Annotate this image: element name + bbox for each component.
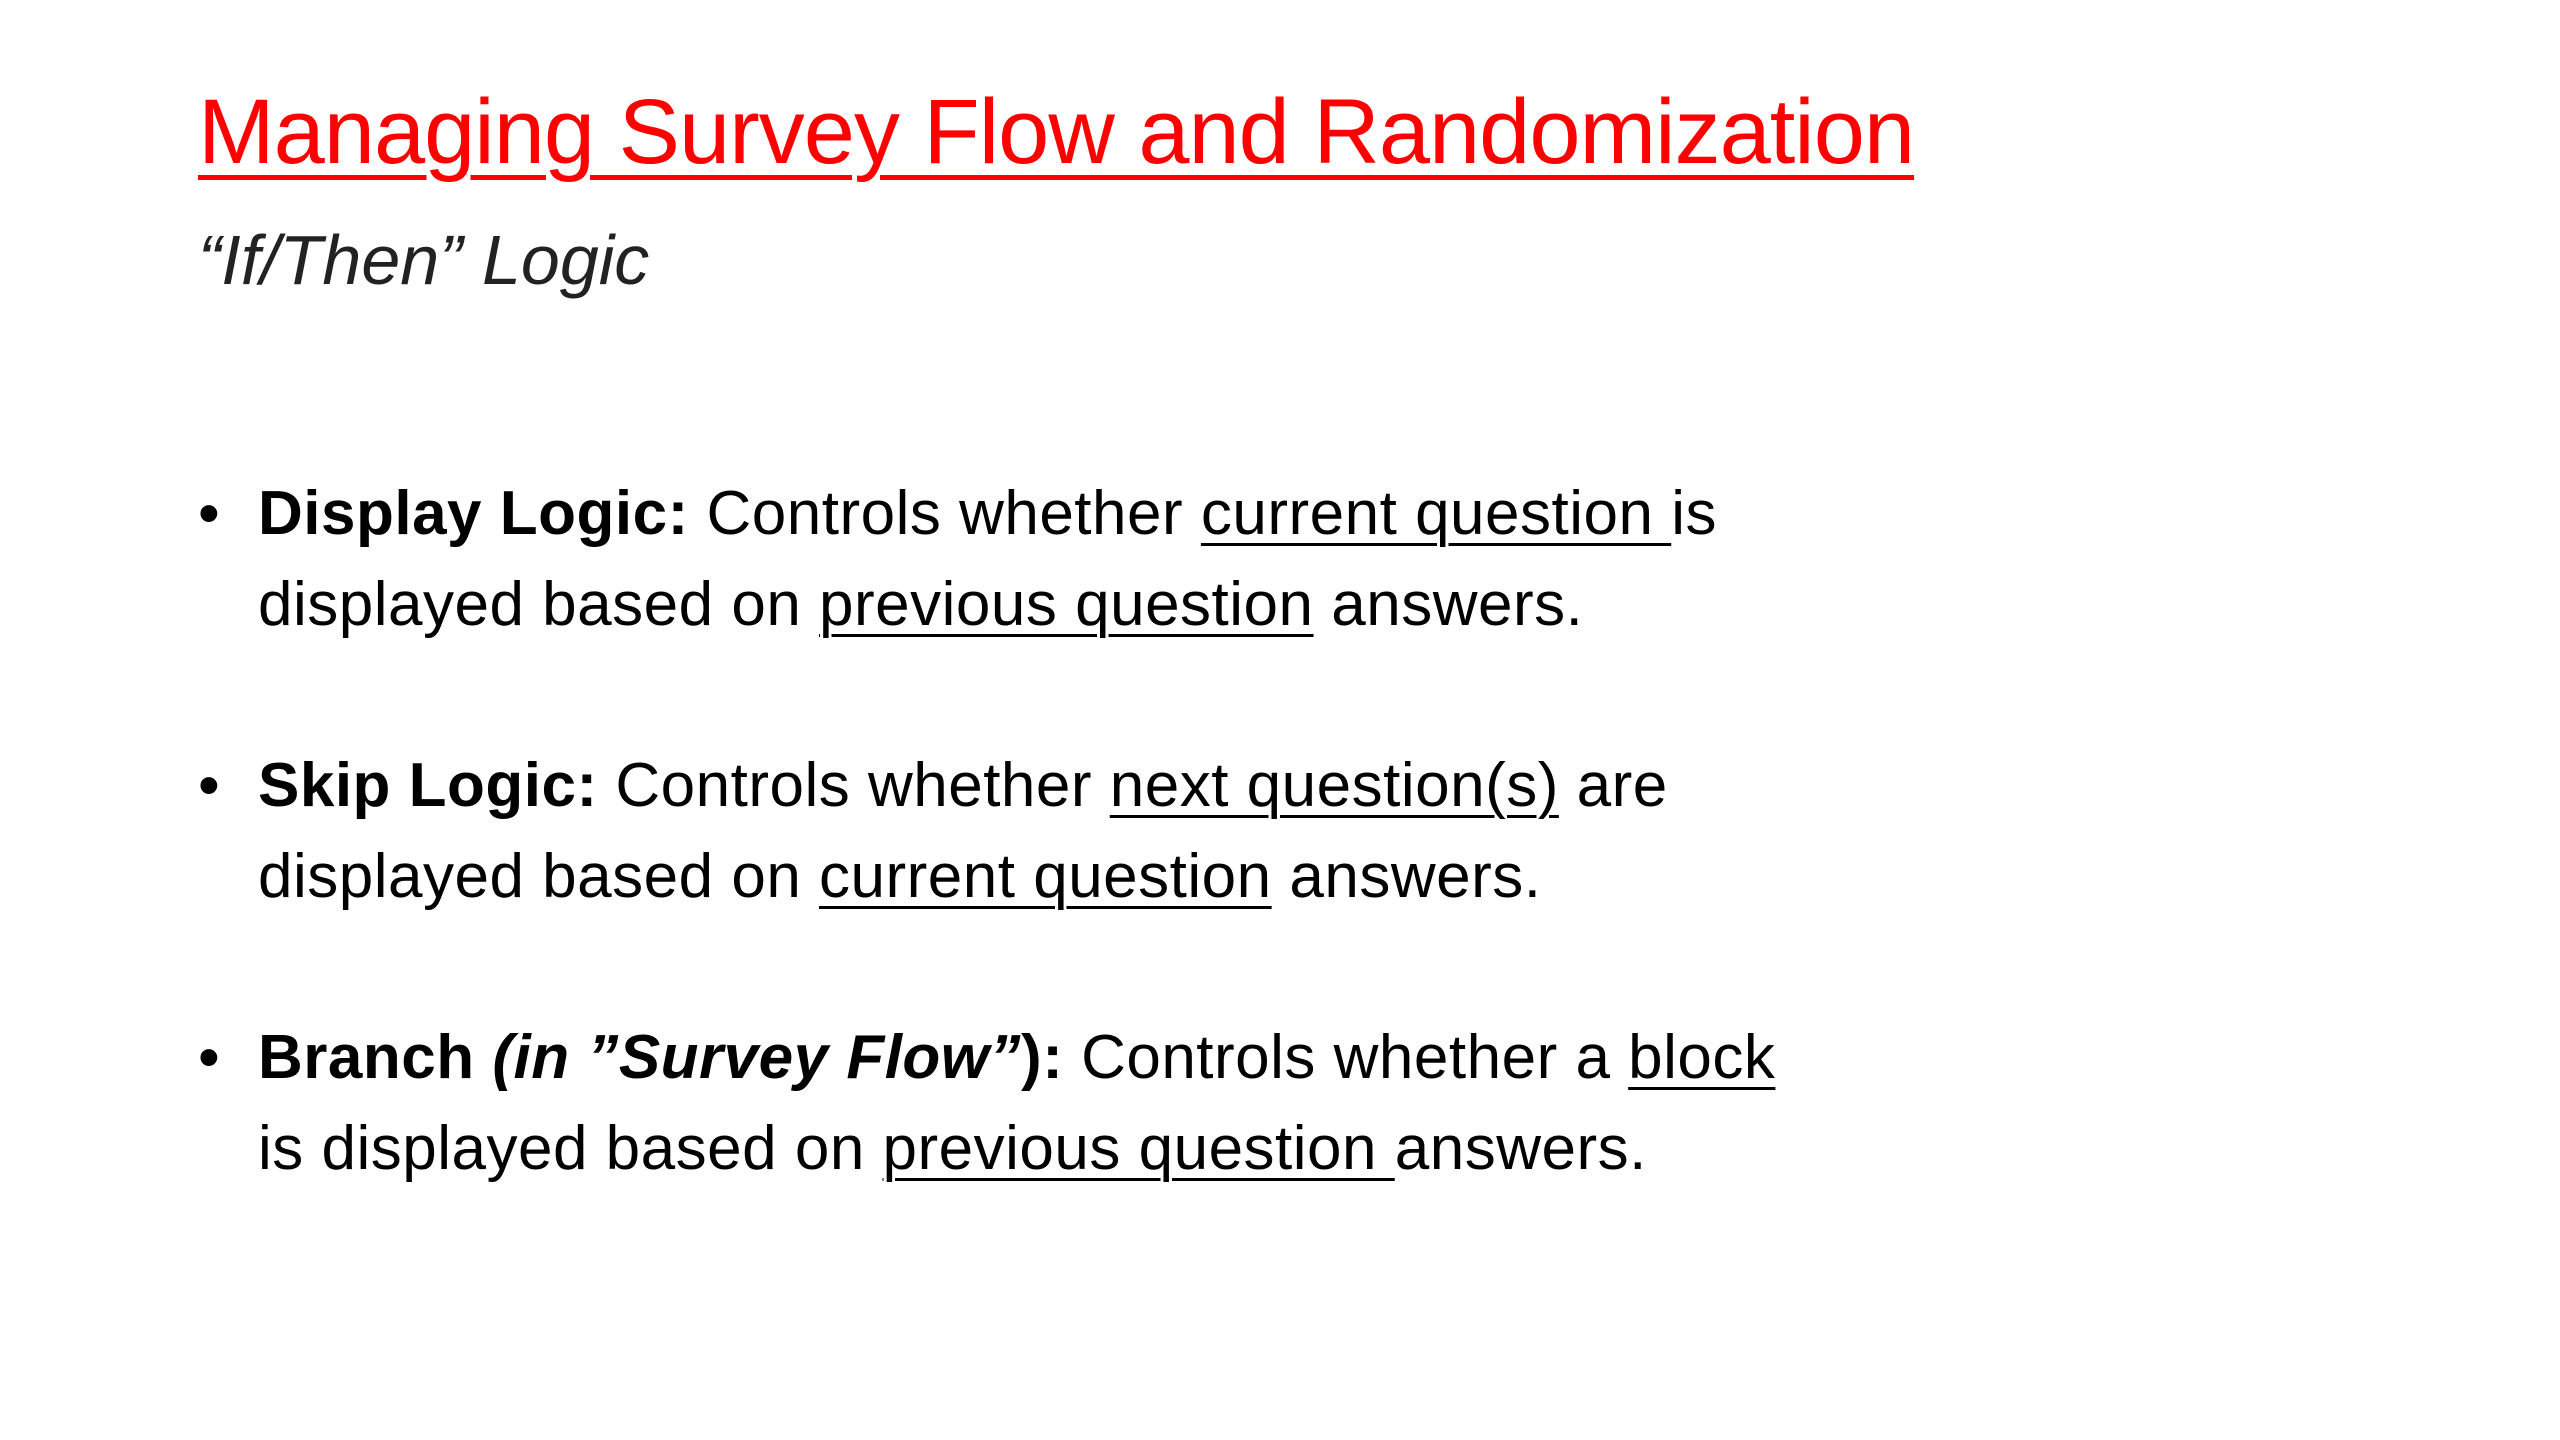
bullet-text: answers. — [1313, 570, 1584, 639]
bullet-term: Branch — [258, 1023, 493, 1092]
bullet-dot-icon: • — [198, 751, 221, 820]
bullet-skip-logic — [198, 740, 1948, 922]
underlined-term: previous question — [819, 570, 1314, 639]
bullet-term-italic: (in ”Survey Flow” — [492, 1023, 1022, 1092]
bullet-dot-icon: • — [198, 479, 221, 548]
bullet-text: answers. — [1394, 1114, 1647, 1183]
bullet-branch — [198, 1012, 1948, 1194]
bullet-text: are — [1558, 751, 1668, 820]
bullet-text: is — [1671, 479, 1717, 548]
bullet-text: Controls whether a — [1063, 1023, 1629, 1092]
underlined-term: previous question — [882, 1114, 1395, 1183]
bullet-text: Controls whether — [597, 751, 1110, 820]
bullet-list — [198, 468, 1948, 1284]
bullet-text: displayed based on — [258, 570, 820, 639]
bullet-display-logic — [198, 468, 1948, 650]
bullet-text: displayed based on — [258, 842, 820, 911]
underlined-term: block — [1628, 1023, 1776, 1092]
bullet-dot-icon: • — [198, 1023, 221, 1092]
underlined-term: next question(s) — [1109, 751, 1559, 820]
bullet-text: answers. — [1271, 842, 1542, 911]
bullet-text: Controls whether — [688, 479, 1201, 548]
underlined-term: current question — [819, 842, 1272, 911]
bullet-term: Display Logic: — [258, 479, 689, 548]
slide-title: Managing Survey Flow and Randomization — [198, 81, 1915, 183]
bullet-term: Skip Logic: — [258, 751, 598, 820]
bullet-text: is displayed based on — [258, 1114, 883, 1183]
underlined-term: current question — [1200, 479, 1672, 548]
slide-subtitle: “If/Then” Logic — [198, 221, 650, 299]
bullet-term-end: ): — [1021, 1023, 1064, 1092]
